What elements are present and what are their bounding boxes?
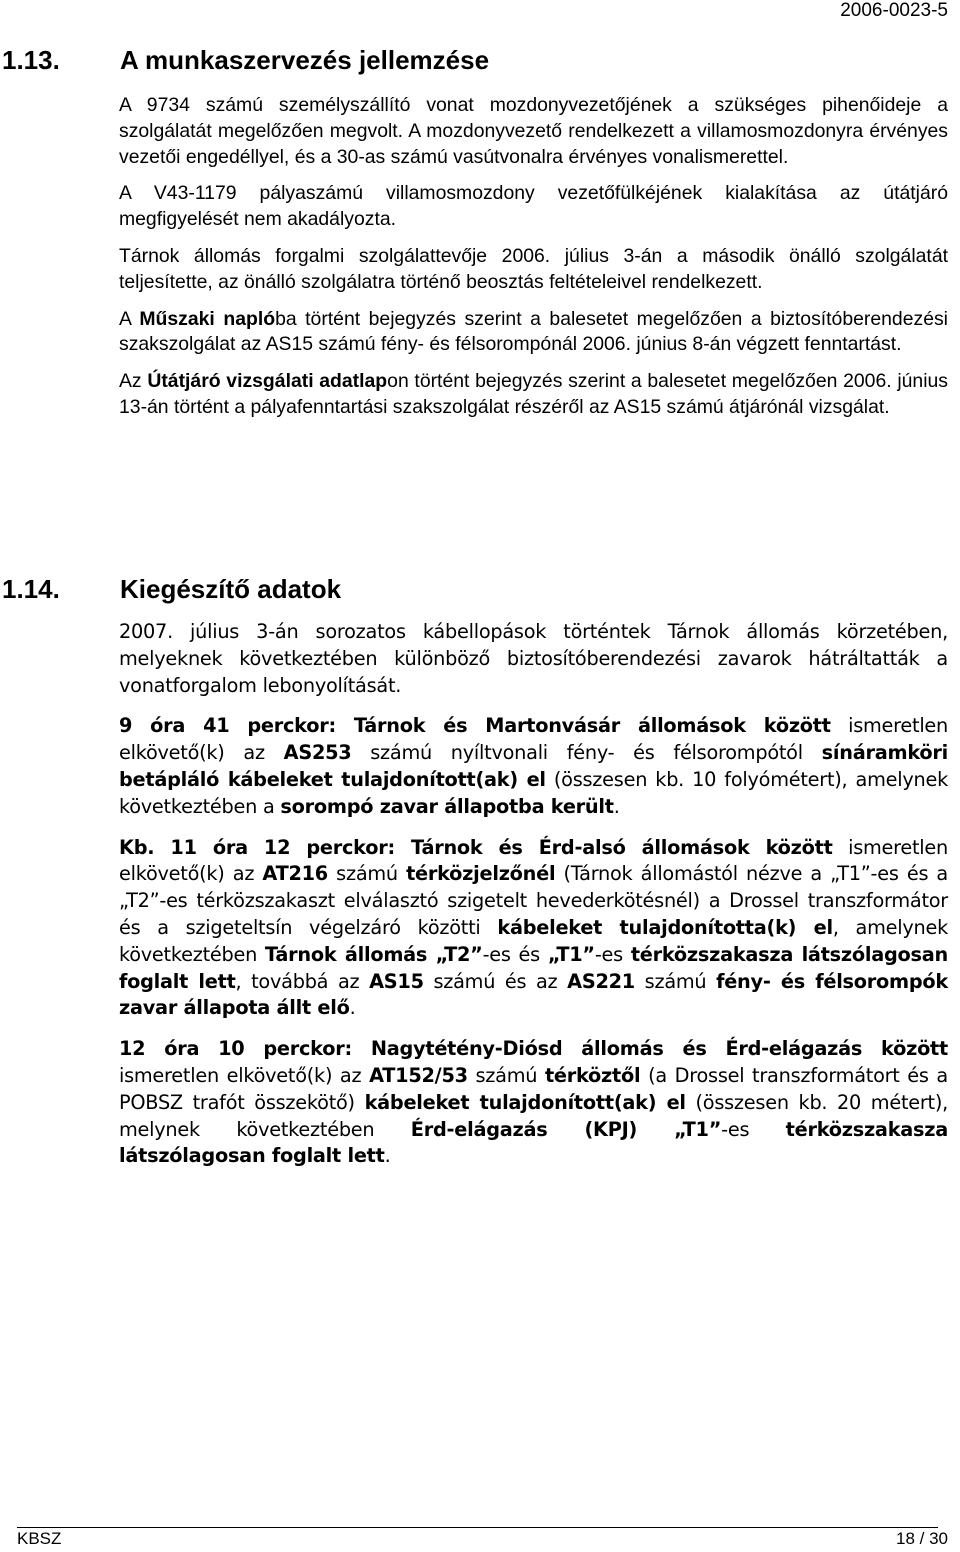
paragraph-incident-1112 (119, 835, 948, 1023)
emphasis: térközjelzőnél (406, 862, 556, 886)
text: A (119, 307, 140, 330)
text: (összesen kb. 20 métert), melynek következtében (119, 1090, 949, 1141)
section-heading-1-13 (2, 45, 489, 76)
paragraph-cable-thefts: 2007. július 3-án sorozatos kábellopások történtek Tárnok állomás körzetében, melyeknek következtében különböző biztosítóberendezési zavarok hátráltatták a vonatforgalom lebonyolítását. (119, 620, 948, 697)
page-number: 18 / 30 (896, 1529, 948, 1548)
document-id: 2006-0023-5 (840, 0, 948, 21)
emphasis: kábeleket tulajdonított(ak) el (364, 1090, 686, 1114)
text: számú (634, 969, 717, 993)
text: számú és az (423, 969, 568, 993)
emphasis: AS221 (567, 969, 635, 993)
emphasis: „T1” (547, 942, 595, 966)
section-heading-1-14 (2, 574, 341, 605)
emphasis: AS15 (369, 969, 424, 993)
text: ba történt bejegyzés szerint a balesetet megelőzően a biztosítóberendezési szakszolgálat az AS15 számú fény- és félsorompónál 2006. június 8-án végzett fenntartást. (119, 307, 948, 356)
text: -es és (482, 942, 548, 966)
text: (összesen kb. 10 folyómétert), amelynek következtében a (119, 767, 948, 818)
paragraph-driver-rest: A 9734 számú személyszállító vonat mozdonyvezetőjének a szükséges pihenőideje a szolgálatát megelőzően megvolt. A mozdonyvezető rendelkezett a villamosmozdonyra érvényes vezetői engedéllyel, és a 30-as számú vasútvonalra érvényes vonalismerettel. (119, 94, 948, 168)
emphasis: AS253 (283, 741, 352, 765)
text: . (384, 1144, 391, 1168)
emphasis: Tárnok állomás „T2” (264, 942, 483, 966)
paragraph-incident-1210 (119, 1036, 948, 1170)
paragraph-cab-visibility: A V43-1179 pályaszámú villamosmozdony vezetőfülkéjének kialakítása az útátjáró megfigyelését nem akadályozta. (119, 182, 948, 231)
text: számú nyíltvonali fény- és félsorompótól (351, 741, 822, 765)
emphasis: Műszaki napló (139, 307, 276, 330)
text: (a Drossel transzformátort és a POBSZ trafót összekötő) (119, 1063, 948, 1114)
text: on történt bejegyzés szerint a balesetet megelőzően 2006. június 13-án történt a pályafenntartási szakszolgálat részéről az AS15 számú átjárónál vizsgálat. (119, 370, 948, 418)
footer-organization: KBSZ (17, 1529, 62, 1548)
section-body-1-13 (119, 93, 948, 432)
emphasis: Kb. 11 óra 12 perckor: Tárnok és Érd-alsó állomások között (119, 835, 833, 859)
text: -es (721, 1117, 786, 1141)
section-body-1-14 (119, 619, 948, 1184)
paragraph-crossing-inspection (119, 369, 948, 421)
emphasis: AT216 (262, 862, 328, 886)
emphasis: sínáramköri betápláló kábeleket tulajdonított(ak) el (119, 741, 948, 791)
emphasis: sorompó zavar állapotba került (280, 794, 614, 818)
paragraph-incident-0941 (119, 713, 948, 820)
section-number: 1.14. (2, 574, 60, 604)
paragraph-technical-log (119, 307, 948, 359)
emphasis: térközszakasza látszólagosan foglalt lett (119, 942, 948, 993)
section-title: Kiegészítő adatok (120, 574, 342, 604)
emphasis: Útátjáró vizsgálati adatlap (147, 370, 388, 393)
section-number: 1.13. (2, 45, 60, 75)
text: , továbbá az (235, 969, 370, 993)
section-title: A munkaszervezés jellemzése (120, 45, 490, 75)
emphasis: térköztől (544, 1063, 641, 1087)
text: . (613, 794, 620, 818)
footer-divider (17, 1527, 938, 1528)
text: (Tárnok állomástól nézve a „T1”-es és a „T2”-es térközszakaszt elválasztó szigetelt hevederkötésnél) a Drossel transzformátor és a szigeteltsín végelzáró közötti (119, 862, 948, 939)
emphasis: 12 óra 10 perckor: Nagytétény-Diósd állomás és Érd-elágazás között (119, 1037, 948, 1061)
emphasis: térközszakasza látszólagosan foglalt lett (119, 1117, 948, 1168)
emphasis: Érd-elágazás (KPJ) „T1” (410, 1117, 722, 1141)
emphasis: 9 óra 41 perckor: Tárnok és Martonvásár állomások között (119, 714, 831, 738)
emphasis: kábeleket tulajdonította(k) el (497, 915, 833, 939)
text: . (349, 996, 356, 1020)
emphasis: fény- és félsorompók zavar állapota állt elő (119, 969, 948, 1020)
text: ismeretlen elkövető(k) az (119, 835, 948, 886)
text: -es (594, 942, 631, 966)
text: , amelynek következtében (119, 915, 949, 966)
text: számú (327, 862, 407, 886)
emphasis: AT152/53 (369, 1063, 468, 1087)
paragraph-station-operator: Tárnok állomás forgalmi szolgálattevője 2006. július 3-án a második önálló szolgálatát teljesítette, az önálló szolgálatra történő beosztás feltételeivel rendelkezett. (119, 244, 948, 293)
text: számú (467, 1063, 545, 1087)
text: Az (119, 370, 148, 393)
text: ismeretlen elkövető(k) az (119, 714, 949, 765)
text: ismeretlen elkövető(k) az (119, 1063, 370, 1087)
